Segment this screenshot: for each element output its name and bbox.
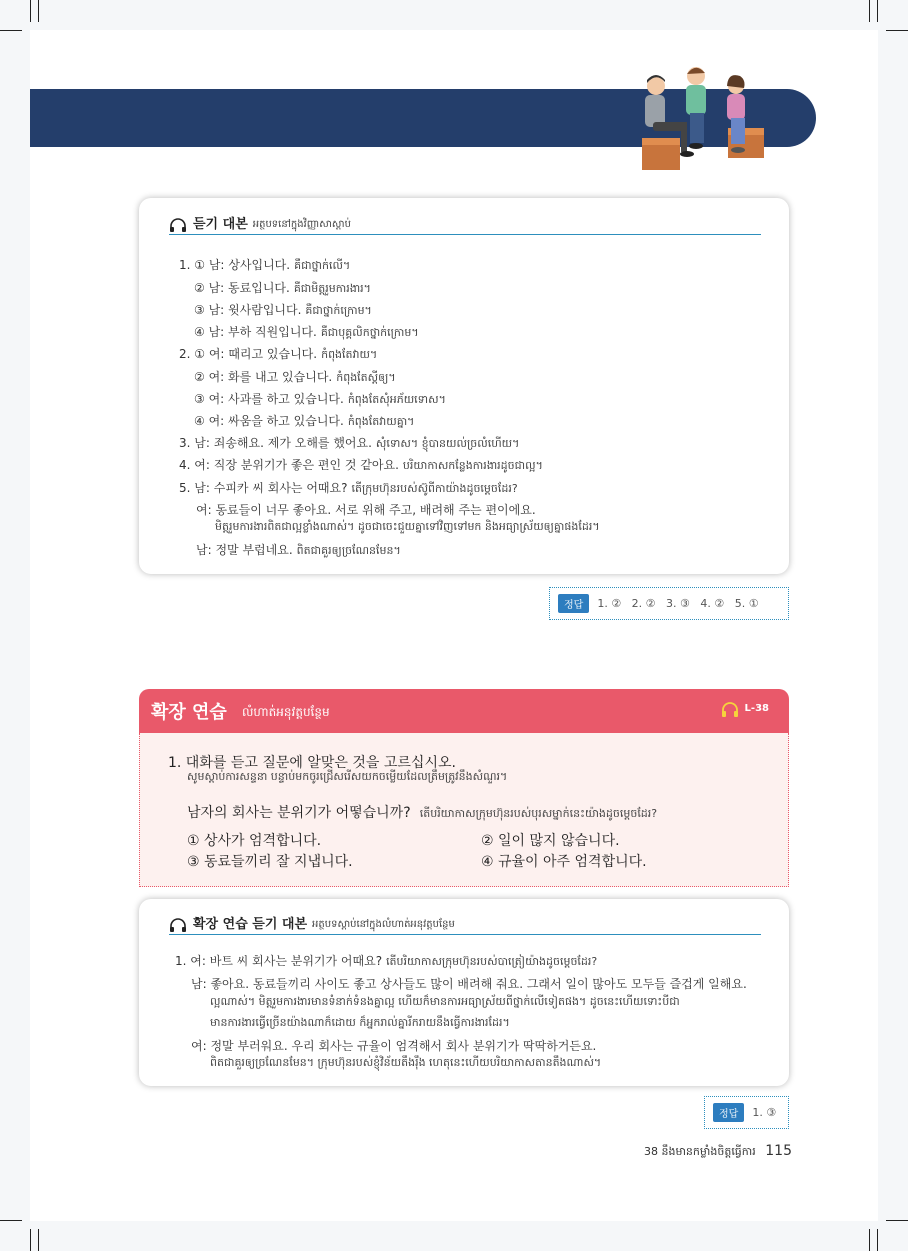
audio-track-code: L-38 xyxy=(744,703,769,714)
crop-mark xyxy=(30,0,31,22)
transcript-line: ③ 남: 윗사람입니다. គឺជាថ្នាក់ក្រោម។ xyxy=(194,303,372,317)
crop-mark xyxy=(38,1229,39,1251)
option-1[interactable]: ① 상사가 엄격합니다. xyxy=(187,833,322,849)
crop-mark xyxy=(0,30,22,31)
transcript-line: 2. ① 여: 때리고 있습니다. កំពុងតែវាយ។ xyxy=(179,347,378,361)
transcript-line: 4. 여: 직장 분위기가 좋은 편인 것 같아요. បរិយាកាសកន្លែងការងារដូចជាល្អ។ xyxy=(179,458,543,472)
transcript-line: 남: 좋아요. 동료들끼리 사이도 좋고 상사들도 많이 배려해 줘요. 그래서 일이 많아도 모두들 즐겁게 일해요. xyxy=(191,977,747,991)
instruction-km: សូមស្ដាប់ការសន្ទនា បន្ទាប់មកចូរជ្រើសរើសយកចម្លើយដែលត្រឹមត្រូវនឹងសំណួរ។ xyxy=(187,770,508,783)
transcript-title: 듣기 대본 xyxy=(193,217,248,232)
headphones-icon xyxy=(169,218,187,232)
transcript-line: 1. 여: 바트 씨 회사는 분위기가 어때요? តើបរិយាកាសក្រុមហ៊ុនរបស់បាត្រៀយ៉ាងដូចម្ដេចដែរ? xyxy=(175,954,598,968)
transcript-line: 3. 남: 죄송해요. 제가 오해를 했어요. សុំទោស។ ខ្ញុំបានយល់ច្រលំហើយ។ xyxy=(179,436,520,450)
extension-body xyxy=(139,733,789,887)
transcript-line: ③ 여: 사과를 하고 있습니다. កំពុងតែសុំអភ័យទោស។ xyxy=(194,392,446,406)
transcript-line: មានការងារធ្វើច្រើនយ៉ាងណាក៏ដោយ ក៏អ្នករាល់គ្នារីករាយនឹងធ្វើការងារដែរ។ xyxy=(210,1016,510,1029)
answer-box xyxy=(549,587,789,620)
page-footer xyxy=(644,1143,792,1161)
transcript-line: ពិតជាគួរឲ្យច្រណែនមែន។ ក្រុមហ៊ុនរបស់ខ្ញុំវិន័យតឹងរ៉ឹង ហេតុនេះហើយបរិយាកាសតានតឹងណាស់។ xyxy=(210,1056,602,1069)
extension-title-km: លំហាត់អនុវត្តបន្ថែម xyxy=(242,705,330,719)
answer-tag: 정답 xyxy=(558,594,589,613)
transcript-line: ④ 남: 부하 직원입니다. គឺជាបុគ្គលិកថ្នាក់ក្រោម។ xyxy=(194,325,419,339)
transcript-title-km: អត្ថបទនៅក្នុងវិញ្ញាសាស្ដាប់ xyxy=(252,219,351,230)
extension-title: 확장 연습 xyxy=(151,702,227,723)
crop-mark xyxy=(877,0,878,22)
instruction-ko: 1. 대화를 듣고 질문에 알맞은 것을 고르십시오. xyxy=(168,755,456,771)
answer-box xyxy=(704,1096,789,1129)
chapter-title: 38 នឹងមានកម្លាំងចិត្តធ្វើការ xyxy=(644,1145,756,1158)
option-4[interactable]: ④ 규율이 아주 엄격합니다. xyxy=(481,854,647,870)
crop-mark xyxy=(886,1220,908,1221)
extension-transcript-title: 확장 연습 듣기 대본 xyxy=(193,917,308,932)
crop-mark xyxy=(30,1229,31,1251)
transcript-line: 5. 남: 수피카 씨 회사는 어때요? តើក្រុមហ៊ុនរបស់ស៊ូពីកាយ៉ាងដូចម្ដេចដែរ? xyxy=(179,481,518,495)
option-2[interactable]: ② 일이 많지 않습니다. xyxy=(481,833,620,849)
transcript-line: ② 여: 화를 내고 있습니다. កំពុងតែស្ដីឲ្យ។ xyxy=(194,370,396,384)
question: 남자의 회사는 분위기가 어떻습니까? តើបរិយាកាសក្រុមហ៊ុនរបស់បុរសម្នាក់នេះយ៉ាងដូចម្ដេចដែរ? xyxy=(187,805,658,821)
crop-mark xyxy=(38,0,39,22)
option-3[interactable]: ③ 동료들끼리 잘 지냅니다. xyxy=(187,854,353,870)
transcript-line: ល្អណាស់។ មិត្តរួមការងារមានទំនាក់ទំនងគ្នាល្អ ហើយក៏មានការអធ្យាស្រ័យពីថ្នាក់លើទៀតផង។ ដូចនេះហើយទោះបីជា xyxy=(210,995,680,1008)
transcript-line: 여: 정말 부러워요. 우리 회사는 규율이 엄격해서 회사 분위기가 딱딱하거든요. xyxy=(191,1039,597,1053)
answer-values: 1. ② 2. ② 3. ③ 4. ② 5. ① xyxy=(597,597,759,610)
transcript-card xyxy=(139,198,789,574)
extension-transcript-title-km: អត្ថបទស្ដាប់នៅក្នុងលំហាត់អនុវត្តបន្ថែម xyxy=(312,919,455,930)
extension-transcript-header xyxy=(169,911,761,935)
transcript-line: 여: 동료들이 너무 좋아요. 서로 위해 주고, 배려해 주는 편이에요. xyxy=(196,503,536,517)
people-illustration xyxy=(628,58,778,173)
crop-mark xyxy=(0,1220,22,1221)
transcript-header xyxy=(169,211,761,235)
extension-transcript-card xyxy=(139,899,789,1086)
crop-mark xyxy=(869,0,870,22)
transcript-line: 남: 정말 부럽네요. ពិតជាគួរឲ្យច្រណែនមែន។ xyxy=(196,543,401,557)
transcript-line: មិត្តរួមការងារពិតជាល្អខ្លាំងណាស់។ ដូចជាចេះជួយគ្នាទៅវិញទៅមក និងអធ្យាស្រ័យឲ្យគ្នាផងដែរ។ xyxy=(215,520,600,533)
answer-tag: 정답 xyxy=(713,1103,744,1122)
headphones-icon[interactable] xyxy=(721,701,739,717)
crop-mark xyxy=(869,1229,870,1251)
transcript-line: 1. ① 남: 상사입니다. គឺជាថ្នាក់លើ។ xyxy=(179,258,351,272)
headphones-icon xyxy=(169,918,187,932)
transcript-line: ② 남: 동료입니다. គឺជាមិត្តរួមការងារ។ xyxy=(194,281,371,295)
page-number: 115 xyxy=(765,1143,792,1159)
answer-values: 1. ③ xyxy=(752,1106,777,1119)
crop-mark xyxy=(877,1229,878,1251)
transcript-line: ④ 여: 싸움을 하고 있습니다. កំពុងតែវាយគ្នា។ xyxy=(194,414,415,428)
crop-mark xyxy=(886,30,908,31)
extension-header xyxy=(139,689,789,733)
